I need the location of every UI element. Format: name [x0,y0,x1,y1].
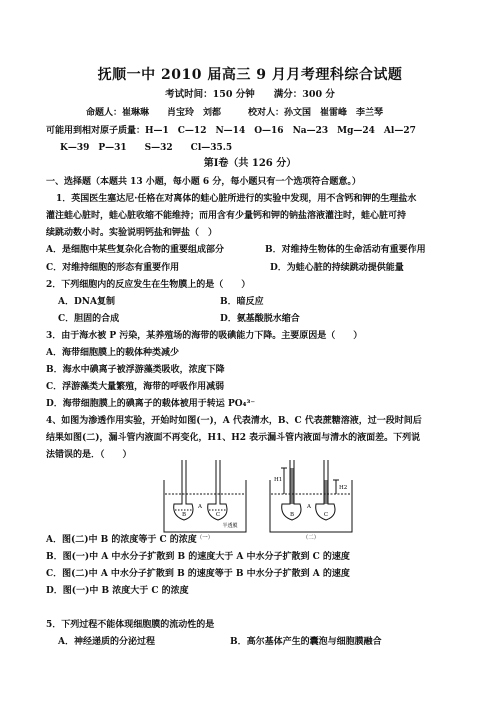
q3-stem: 3．由于海水被 P 污染，某养殖场的海带的吸碘能力下降。主要原因是（ ） [46,331,363,341]
exam-info: 考试时间：150 分钟 满分：300 分 [165,89,335,100]
q5-option-a: A．神经递质的分泌过程 [58,637,155,647]
atomic-mass-line-1: 可能用到相对原子质量：H—1 C—12 N—14 O—16 Na—23 Mg—24 Al—27 [46,126,416,136]
osmosis-diagram [160,458,360,540]
fig2-label-b: B [289,512,295,518]
q4-option-b: B．图(一)中 A 中水分子扩散到 B 的速度大于 A 中水分子扩散到 C 的速度 [46,552,350,562]
q4-option-d: D．图(一)中 B 浓度大于 C 的浓度 [46,586,189,596]
q5-option-b: B．高尔基体产生的囊泡与细胞膜融合 [230,637,382,647]
fig1-label-a: A [198,504,202,510]
q1-option-c: C．对维持细胞的形态有重要作用 [46,263,180,273]
q4-option-a: A．图(二)中 B 的浓度等于 C 的浓度 [46,535,197,545]
fig1-label-c: C [215,512,221,518]
fig2-label-c: C [323,512,329,518]
q1-option-b: B．对维持生物体的生命活动有重要作用 [265,245,426,255]
q3-option-a: A．海带细胞膜上的载体种类减少 [46,348,179,358]
q4-line-3: 法错误的是．（ ） [46,450,132,460]
fig2-label: （二） [302,535,320,540]
fig2-label-h2: H2 [339,485,348,491]
q2-option-c: C．胆固的合成 [58,314,120,324]
atomic-mass-line-2: K—39 P—31 S—32 Cl—35.5 [60,143,233,153]
membrane-label: 半透膜 [222,523,238,529]
beaker-2 [270,460,352,532]
q3-option-b: B．海水中碘离子被浮游藻类吸收，浓度下降 [46,365,225,375]
q1-line-2: 灌注蛙心脏时，蛙心脏收缩不能维持；而用含有少量钙和钾的钠盐溶液灌注时，蛙心脏可持 [46,211,407,221]
exam-title: 抚顺一中 2010 届高三 9 月月考理科综合试题 [97,67,403,83]
q2-option-d: D．氨基酸脱水缩合 [220,314,300,324]
q4-option-c: C．图(二)中 A 中水分子扩散到 B 的速度等于 B 中水分子扩散到 A 的速度 [46,569,350,579]
beaker-1 [164,460,246,532]
section-instruction: 一、选择题（本题共 13 小题，每小题 6 分，每小题只有一个选项符合题意。） [46,177,361,187]
q1-line-1: 1．英国医生塞达尼·任格在对离体的蛙心脏所进行的实验中发现，用不含钙和钾的生理盐水 [56,194,417,204]
authors-line: 命题人：崔琳琳 肖宝玲 刘都 校对人：孙文国 崔雷峰 李兰琴 [86,108,384,118]
q4-line-2: 结果如图(二)，漏斗管内液面不再变化，H1、H2 表示漏斗管内液面与清水的液面差。下列说 [46,433,421,443]
q2-option-b: B．暗反应 [220,297,264,307]
fig1-label-b: B [181,512,187,518]
fig2-label-h1: H1 [274,477,283,483]
q2-stem: 2．下列细胞内的反应发生在生物膜上的是（ ） [46,280,251,290]
q1-option-d: D．为蛙心脏的持续跳动提供能量 [270,263,404,273]
fig2-label-a: A [307,504,311,510]
q2-option-a: A．DNA复制 [58,297,115,307]
q1-option-a: A．是细胞中某些复杂化合物的重要组成部分 [46,245,224,255]
fig1-label: （一） [196,535,214,540]
q4-line-1: 4、如图为渗透作用实验，开始时如图(一)，A 代表清水，B、C 代表蔗糖溶液，过一段时间后 [46,416,422,426]
section-title: 第Ⅰ卷（共 126 分） [203,158,297,169]
q1-line-3: 续跳动数小时。实验说明钙盐和钾盐（ ） [46,228,218,238]
q3-option-c: C．浮游藻类大量繁殖，海带的呼吸作用减弱 [46,382,225,392]
q5-stem: 5．下列过程不能体现细胞膜的流动性的是 [46,620,215,630]
q3-option-d: D．海带细胞膜上的碘离子的载体被用于转运 PO₄³⁻ [46,399,256,409]
